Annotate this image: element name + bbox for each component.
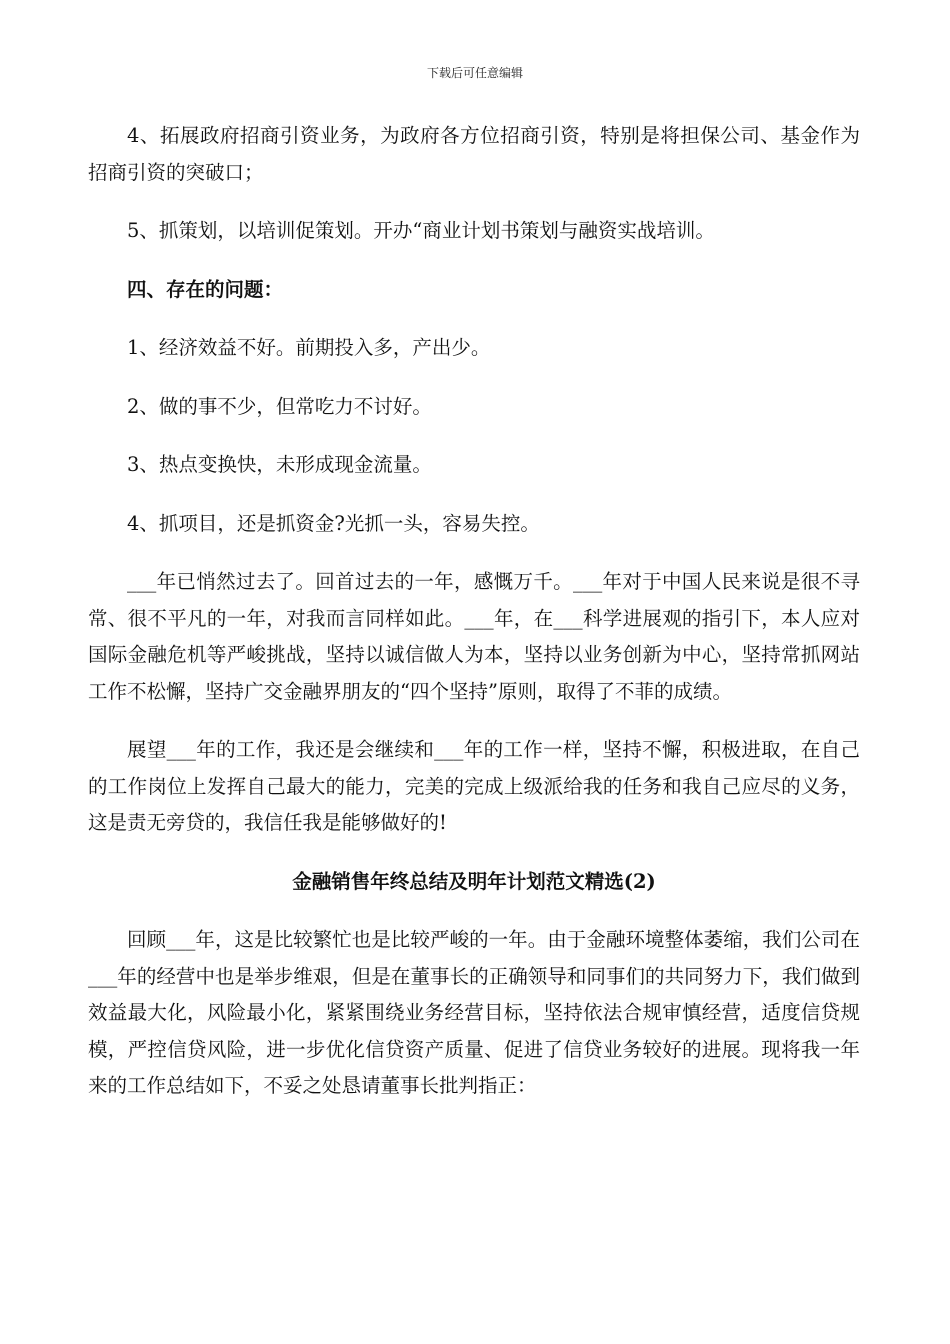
outlook-paragraph: 展望___年的工作，我还是会继续和___年的工作一样，坚持不懈，积极进取，在自己的工作岗位上发挥自己最大的能力，完美的完成上级派给我的任务和我自己应尽的义务，这是责无旁贷的，我信任我是能够做好的! — [88, 738, 860, 834]
spacer — [88, 842, 860, 864]
issue-item-3: 3、热点变换快，未形成现金流量。 — [127, 453, 432, 476]
paragraph-item-5: 5、抓策划，以培训促策划。开办“商业计划书策划与融资实战培训。 — [127, 219, 715, 242]
spacer — [88, 191, 860, 213]
spacer — [88, 367, 860, 389]
spacer — [88, 425, 860, 447]
paragraph-item-4: 4、拓展政府招商引资业务，为政府各方位招商引资，特别是将担保公司、基金作为招商引资的突破口； — [88, 124, 860, 184]
spacer — [88, 308, 860, 330]
article-title: 金融销售年终总结及明年计划范文精选(2) — [292, 869, 656, 893]
spacer — [88, 484, 860, 506]
section-heading-issues: 四、存在的问题： — [127, 277, 284, 301]
issue-item-2: 2、做的事不少，但常吃力不讨好。 — [127, 394, 432, 418]
spacer — [88, 250, 860, 272]
document-body — [88, 118, 860, 1105]
spacer — [88, 542, 860, 564]
review-paragraph: 回顾___年，这是比较繁忙也是比较严峻的一年。由于金融环境整体萎缩，我们公司在___年的经营中也是举步维艰，但是在董事长的正确领导和同事们的共同努力下，我们做到效益最大化，风险最小化，紧紧围绕业务经营目标，坚持依法合规审慎经营，适度信贷规模，严控信贷风险，进一步优化信贷资产质量、促进了信贷业务较好的进展。现将我一年来的工作总结如下，不妥之处恳请董事长批判指正： — [88, 928, 860, 1097]
issue-item-1: 1、经济效益不好。前期投入多，产出少。 — [127, 336, 491, 359]
spacer — [88, 710, 860, 732]
summary-paragraph: ___年已悄然过去了。回首过去的一年，感慨万千。___年对于中国人民来说是很不寻常、很不平凡的一年，对我而言同样如此。___年，在___科学进展观的指引下，本人应对国际金融危机等严峻挑战，坚持以诚信做人为本，坚持以业务创新为中心，坚持常抓网站工作不松懈，坚持广交金融界朋友的“四个坚持”原则，取得了不菲的成绩。 — [88, 570, 860, 703]
page-header: 下载后可任意编辑 — [426, 66, 523, 80]
issue-item-4: 4、抓项目，还是抓资金?光抓一头，容易失控。 — [127, 511, 540, 535]
spacer — [88, 900, 860, 922]
